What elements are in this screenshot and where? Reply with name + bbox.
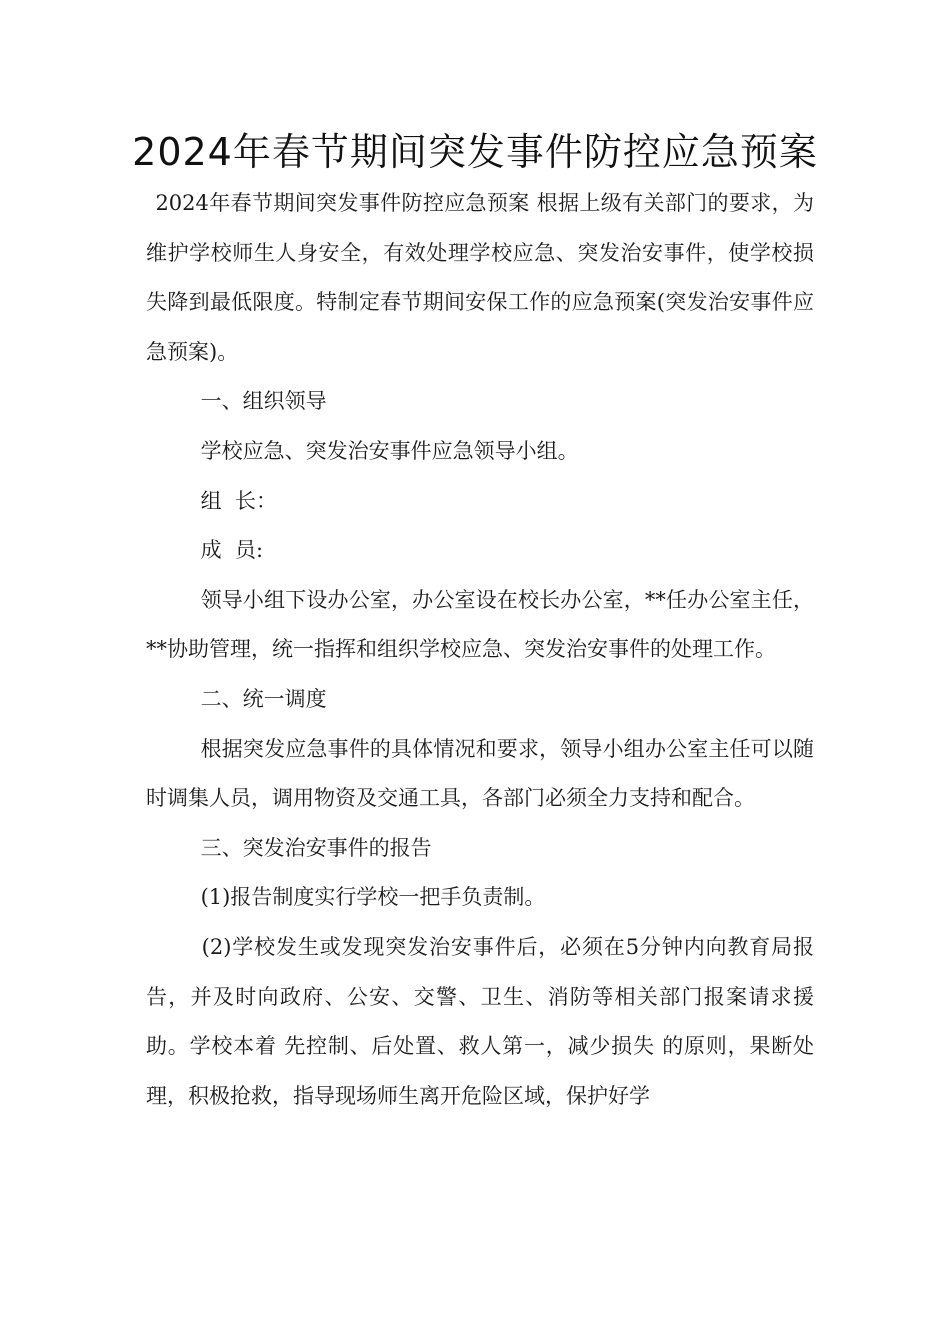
reporting-item-1: (1)报告制度实行学校一把手负责制。 (200, 885, 546, 910)
section-heading-dispatch: 二、统一调度 (200, 686, 327, 711)
reporting-item-2: (2)学校发生或发现突发治安事件后，必须在5分钟内向教育局报告，并及时向政府、公安、交警、卫生、消防等相关部门报案请求援助。学校本着 先控制、后处置、救人第一，减少损失 的原则，果断处理，积极抢救，指导现场师生离开危险区域，保护好学 (146, 934, 814, 1108)
section-heading-organization: 一、组织领导 (200, 389, 327, 414)
document-title: 2024年春节期间突发事件防控应急预案 (132, 130, 818, 174)
leadership-group-paragraph: 学校应急、突发治安事件应急领导小组。 (200, 438, 579, 463)
document-body (146, 179, 814, 1121)
section-heading-reporting: 三、突发治安事件的报告 (200, 835, 432, 860)
group-members-line: 成 员: (200, 538, 264, 563)
group-leader-line: 组 长： (200, 488, 277, 513)
dispatch-paragraph: 根据突发应急事件的具体情况和要求，领导小组办公室主任可以随时调集人员，调用物资及交通工具，各部门必须全力支持和配合。 (146, 736, 814, 811)
intro-paragraph: 2024年春节期间突发事件防控应急预案 根据上级有关部门的要求，为维护学校师生人身安全，有效处理学校应急、突发治安事件，使学校损失降到最低限度。特制定春节期间安保工作的应急预案(突发治安事件应急预案)。 (146, 191, 814, 364)
office-paragraph: 领导小组下设办公室，办公室设在校长办公室，**任办公室主任，**协助管理，统一指挥和组织学校应急、突发治安事件的处理工作。 (146, 587, 814, 662)
